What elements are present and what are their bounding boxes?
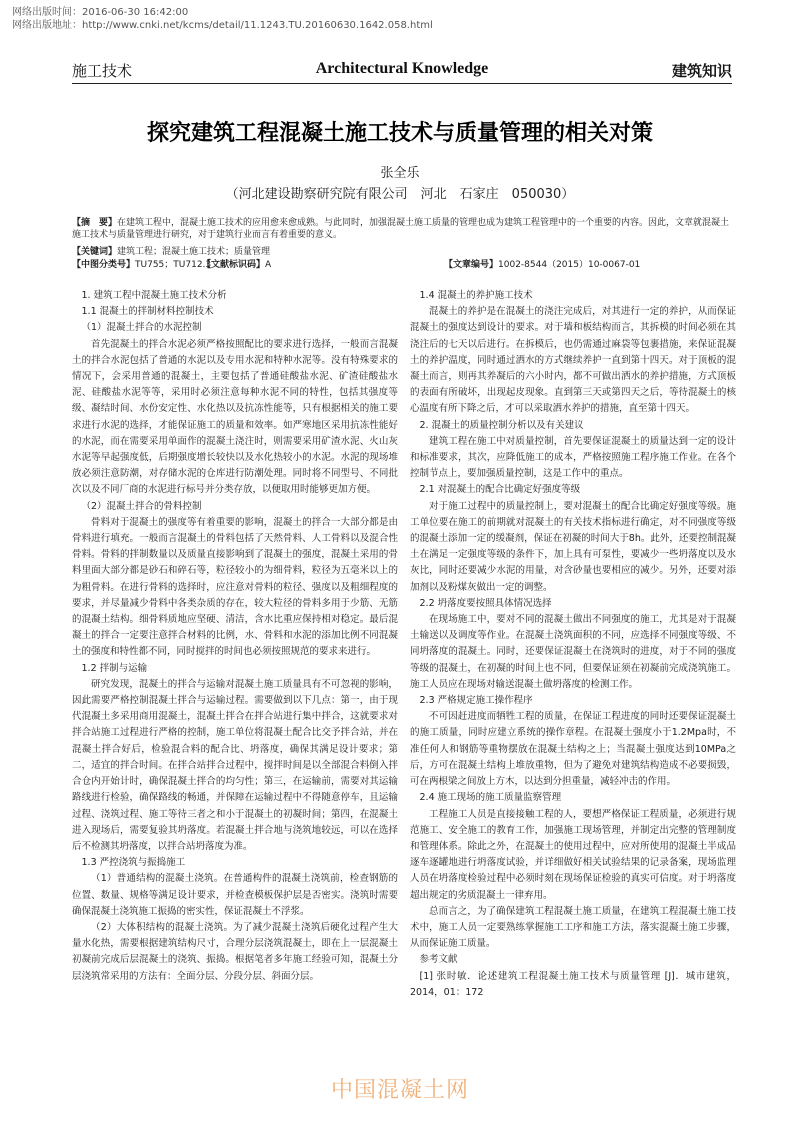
body-paragraph: 对于施工过程中的质量控制上，要对混凝土的配合比确定好强度等级。施工单位要在施工的前期就对混凝土的有关技术指标进行确定，对不同强度等级的混凝土添加一定的缓凝剂，保证在初凝的时间大于8h。此外，还要控制混凝土在满足一定强度等级的条件下，加上具有可泵性，要减少一些坍落度以及水灰比，同时还要减少水泥的用量，对含砂量也要相应的减少。另外，还要对添加剂以及粉煤灰做出一定的调整。 — [410, 500, 736, 593]
body-paragraph: （1）普通结构的混凝土浇筑。在普通构件的混凝土浇筑前，检查钢筋的位置、数量、规格等满足设计要求，并检查模板保护层是否密实。浇筑时需要确保混凝土浇筑施工振捣的密实性，保证混凝土不浮浆。 — [72, 873, 398, 917]
article-no-value: 1002-8544（2015）10-0067-01 — [498, 260, 641, 270]
body-paragraph: 混凝土的养护是在混凝土的浇注完成后，对其进行一定的养护，从而保证混凝土的强度达到设计的要求。对于墙和板结构而言，其拆模的时间必须在其浇注后的七天以后进行。在拆模后，也仍需通过麻袋等包裹措施，来保证混凝土的养护温度，同时通过洒水的方式继续养护一直到第十四天。对于顶板的混凝土而言，则再其养凝后的六小时内，都不可做出洒水的养护措施，方式顶板的表面有所破坏，出现起皮现象。直到第三天或第四天之后，等待混凝土的核心温度有所下降之后，才可以采取洒水养护的措施，直至第十四天。 — [410, 306, 736, 415]
abstract-text: 在建筑工程中，混凝土施工技术的应用愈来愈成熟。与此同时，加强混凝土施工质量的管理也成为建筑工程管理中的一个重要的内容。因此，文章就混凝土施工技术与质量管理进行研究，对于建筑行业而言有着重要的意义。 — [72, 218, 730, 241]
section-heading: 1.1 混凝土的拌制材料控制技术 — [81, 306, 214, 318]
section-heading: 1.2 拌制与运输 — [81, 662, 148, 674]
header-journal-name: Architectural Knowledge — [315, 60, 489, 77]
keywords-text: 建筑工程；混凝土施工技术；质量管理 — [117, 247, 271, 257]
body-left-column — [72, 288, 398, 985]
section-heading: 1.3 严控浇筑与振捣施工 — [81, 857, 186, 869]
abstract — [72, 217, 732, 241]
body-paragraph: 总而言之，为了确保建筑工程混凝土施工质量，在建筑工程混凝土施工技术中，施工人员一定要熟练掌握施工工序和施工方法，落实混凝土施工步骤，从而保证施工质量。 — [410, 905, 736, 950]
header-rule — [72, 83, 732, 84]
keywords — [72, 246, 732, 258]
body-paragraph: 研究发现，混凝土的拌合与运输对混凝土施工质量具有不可忽视的影响，因此需要严格控制混凝土拌合与运输过程。需要做到以下几点：第一，由于现代混凝土多采用商用混凝土，混凝土拌合在拌合站进行集中拌合，这就要求对拌合站施工过程进行严格的控制，施工单位将混凝土配合比交予拌合站，并在混凝土拌合好后，检验混合料的配合比、坍落度，确保其满足设计要求；第二，适宜的拌合时间。在拌合站拌合过程中，搅拌时间是以全部混合料倒入拌合仓内开始计时，确保混凝土拌合的均匀性；第三，在运输前，需要对其运输路线进行检验，确保路线的畅通，并保障在运输过程中不得随意停车，且运输过程、浇筑过程、施工等待三者之和小于混凝土的初凝时间；第四，在混凝土进入现场后，需要复验其坍落度。若混凝土拌合地与浇筑地较远，可以在选择后不检测其坍落度，以拌合站坍落度为准。 — [72, 678, 398, 852]
article-affiliation: （河北建设勘察研究院有限公司 河北 石家庄 050030） — [225, 187, 575, 202]
body-paragraph: 在现场施工中，要对不同的混凝土做出不同强度的施工，尤其是对于混凝土输送以及调度等作业。在混凝土浇筑面积的不同，应选择不同强度等级、不同坍落度的混凝土。同时，还要保证混凝土在浇筑时的进度，对于不同的强度等级的混凝土，在初凝的时间上也不同，但要保证须在初凝前完成浇筑施工。施工人员应在现场对输送混凝土做坍落度的检测工作。 — [410, 614, 736, 690]
clc-label: 【中图分类号】 — [72, 260, 136, 270]
running-header — [72, 60, 732, 82]
body-paragraph: 首先混凝土的拌合水泥必须严格按照配比的要求进行选择，一般而言混凝土的拌合水泥包括了普通的水泥以及专用水泥和特种水泥等。没有特殊要求的情况下，会采用普通的混凝土，主要包括了普通硅酸盐水泥、矿渣硅酸盐水泥、硅酸盐水泥等等，采用时必须注意每种水泥不同的特性，包括其强度等级、凝结时间、水份安定性、水化热以及抗冻性能等，只有根据相关的施工要求进行水泥的选择，才能保证施工的质量和效率。如严寒地区采用抗冻性能好的水泥，而在需要采用单面作的混凝土浇注时，则需要采用矿渣水泥、火山灰水泥等早起强度低，后期强度增长较快以及水化热较小的水泥。水泥的现场堆放必须注意防潮，对存储水泥的仓库进行防潮处理。同时将不同型号、不同批次以及不同厂商的水泥进行标号并分类存放，以便取用时能够更加方便。 — [72, 338, 398, 496]
section-heading: 2.4 施工现场的施工质量监察管理 — [419, 792, 562, 804]
article-author: 张全乐 — [380, 166, 420, 181]
section-heading: 2.1 对混凝土的配合比确定好强度等级 — [419, 484, 581, 496]
reference-entry: [1] 张时敏．论述建筑工程混凝土施工技术与质量管理 [J]．城市建筑，2014，01：172 — [410, 970, 736, 998]
abstract-label: 【摘 要】 — [72, 218, 118, 228]
header-section-label: 施工技术 — [72, 62, 133, 80]
body-paragraph: 工程施工人员是直接接触工程的人，要想严格保证工程质量，必须进行规范施工、安全施工的教育工作，加强施工现场管理，并制定出完整的管理制度和管理体系。除此之外，在混凝土的使用过程中，应对所使用的混凝土半成品逐车逐罐地进行坍落度试验，并详细做好相关试验结果的记录备案，现场监理人员在坍落度检验过程中必须时刻在现场保证检验的真实可信度。对于坍落度超出规定的劣质混凝土一律弃用。 — [410, 808, 736, 901]
clc-value: TU755；TU712.3 — [135, 260, 212, 270]
body-paragraph: 建筑工程在施工中对质量控制，首先要保证混凝土的质量达到一定的设计和标准要求，其次，应降低施工的成本，严格按照施工程序施工作业。在各个控制节点上，要加强质量控制，这是工作中的重点。 — [410, 435, 736, 480]
body-paragraph: 骨料对于混凝土的强度等有着重要的影响，混凝土的拌合一大部分都是由骨料进行填充。一般而言混凝土的骨料包括了天然骨料、人工骨料以及混合性骨料。骨料的拌制数量以及质量直接影响到了混凝土的强度，混凝土采用的骨料里面大部分都是砂石和碎石等，粒径较小的为细骨料，粒径为五毫米以上的为粗骨料。在进行骨料的选择时，应注意对骨料的粒径、强度以及粗细程度的要求，并尽量减少骨料中各类杂质的存在，较大粒径的骨料多用于少筋、无筋的混凝土结构。细骨料质地应坚硬、清洁，含水比重应保持相对稳定。最后混凝土的拌合一定要注意拌合材料的比例，水、骨料和水泥的添加比例不同混凝土的强度和特性都不同，同时搅拌的时间也必须按照规范的要求来进行。 — [72, 516, 398, 658]
section-heading: 1. 建筑工程中混凝土施工技术分析 — [81, 290, 227, 301]
article-no-label: 【文章编号】 — [444, 260, 499, 270]
section-heading: 2. 混凝土的质量控制分析以及有关建议 — [419, 419, 584, 431]
section-heading: 2.3 严格规定施工操作程序 — [419, 695, 533, 707]
publish-address: 网络出版地址：http://www.cnki.net/kcms/detail/11.1243.TU.20160630.1642.058.html — [12, 20, 433, 31]
site-watermark-logo: 中国混凝土网 — [330, 1078, 469, 1103]
section-heading: 参考文献 — [419, 954, 458, 966]
header-journal-cn: 建筑知识 — [671, 62, 732, 80]
section-heading: （1）混凝土拌合的水泥控制 — [81, 322, 202, 334]
body-right-column — [410, 288, 736, 1001]
section-heading: 2.2 坍落度要按照具体情况选择 — [419, 597, 552, 609]
section-heading: 1.4 混凝土的养护施工技术 — [419, 290, 533, 301]
publish-time: 网络出版时间：2016-06-30 16:42:00 — [12, 7, 189, 18]
doc-code-value: A — [265, 260, 272, 270]
keywords-label: 【关键词】 — [72, 247, 118, 257]
article-title: 探究建筑工程混凝土施工技术与质量管理的相关对策 — [146, 121, 653, 146]
doc-code-label: 【文献标识码】 — [202, 260, 266, 270]
body-paragraph: 不可因赶进度而牺牲工程的质量，在保证工程进度的同时还要保证混凝土的施工质量，同时应建立系统的操作章程。在混凝土强度小于1.2Mpa时，不准任何人和钢筋等重物摆放在混凝土结构之上；当混凝土强度达到10MPa之后，方可在混凝土结构上堆放重物，但为了避免对建筑结构造成不必要损毁，可在两根梁之间放上方木，以达到分担重量，减轻冲击的作用。 — [410, 711, 736, 788]
body-paragraph: （2）大体积结构的混凝土浇筑。为了减少混凝土浇筑后硬化过程产生大量水化热，需要根据建筑结构尺寸，合理分层浇筑混凝土，即在上一层混凝土初凝前完成后层混凝土的浇筑、振捣。根据笔者多年施工经验可知，混凝土分层浇筑常采用的方法有：全面分层、分段分层、斜面分层。 — [72, 921, 398, 982]
section-heading: （2）混凝土拌合的骨料控制 — [81, 500, 202, 512]
